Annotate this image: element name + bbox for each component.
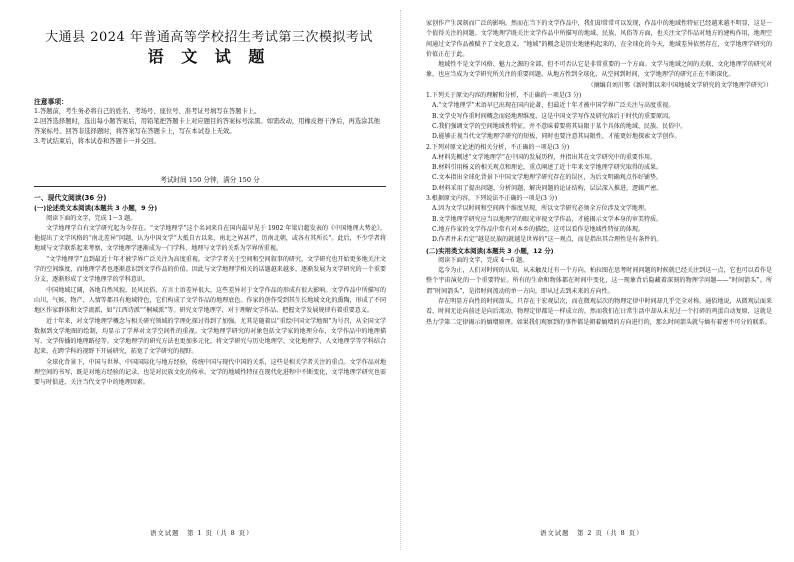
question-option: C.地方作家的文学作品中常有对本乡的描绘，这可以看作是地域性特征的体现。 [432,225,644,233]
notice-heading: 注意事项： [34,98,68,106]
passage-paragraph: 家创作产生深刻而广泛的影响。然而在当下的文学作品中，我们却常常可以发现，作品中的地域性特征已经越来越不明显，这是一个值得关注的问题。文学地理学既关注文学作品中所描写的地域、民族、风俗等方面，也关注文学作品对地方的建构作用，地理空间通过文学作品被赋予了文化意义。“地域”的概念是历史地建构起来的，在全球化的今天，地域差异依然存在，文学地理学研究的价值正在于此。 [426,20,772,58]
left-page-body [34,193,386,389]
question-option: B.文学史写作重时间概念而轻地理维度，这是中国文学写作及研究落后于时代的重要原因。 [432,112,675,120]
question-stem: 2.下列对原文论述的相关分析，不正确的一项是(3 分) [426,143,570,151]
subsection-heading: (一)论述类文本阅读(本题共 3 小题，9 分) [34,204,158,213]
reading-instruction: 阅读下面的文字，完成 4～6 题。 [438,256,529,264]
question-stem: 3.根据原文内容，下列说法不正确的一项是(3 分) [426,195,558,203]
question-option: B.文学地理学研究应当以地理学的眼光审视文学作品，才能揭示文学本身的审美特质。 [432,215,663,223]
page-gutter [400,10,401,550]
passage-paragraph: 文学地理学自有文学研究起为今存在。“文学地理学”这个名词来自在国内最早见于 1902 年梁启超发表的《中国地理大势论》，他提出了文学风格的“南北差异”问题，认为中国文学“大抵自古以来，南北之界甚严，历南北朝，或各有其所长”。此后，不少学者将地域与文学联系起来考察，文学地理学逐渐成为一门学科，地理与文学的关系为学界所重视。 [34,224,386,253]
right-page-body [426,19,772,328]
reading-instruction: 阅读下面的文字，完成 1～3 题。 [46,214,137,222]
question-option: C.我们强调文学的空间地域性特征，并不意味着要将其局限于某个具体的地域、民族、民俗中。 [432,122,687,130]
question-stem: 1.下列关于原文内容的理解和分析，不正确的一项是(3 分) [426,92,582,100]
passage-source: （摘编自刘川鄂《新时期以来中国地域文学研究的文学地理学研究》） [587,81,772,89]
passage-paragraph: “文学地理学”直到最近十年才被学界广泛关注为高度重视。文学学者关于空间和空间叙事的研究，文学研究也开始更多地关注文学的空间维度，而地理学者也逐渐意识到文学作品的价值。因此与文学地理学相关的话题越来越多，逐渐发展为文学研究的一个重要分支，逐渐形成了文学地理学的学科意识。 [34,255,386,284]
page-footer: 语文试题 第 1 页（共 8 页） [150,529,254,537]
notice-item: 1.答题前，考生务必将自己的姓名、考场号、座位号、准考证号填写在答题卡上。 [34,108,261,116]
subsection-heading: (二)实用类文本阅读(本题共 3 小题，12 分) [426,246,554,255]
notice-item: 2.回答选择题时，选出每小题答案后，用铅笔把答题卡上对应题目的答案标号涂黑。如需改动，用橡皮擦干净后，再选涂其他答案标号。回答非选择题时，将答案写在答题卡上，写在本试卷上无效。 [34,118,381,136]
question-option: B.材料引用杨义的相关观点和理论，重点阐述了近十年来文学地理学研究取得的成果。 [432,164,663,172]
question-option: D.能够正视当代文学地理学研究的短板，同时也要注意其局限性，才能更好地探索文学创作。 [432,133,681,141]
question-option: C.文本指出全球化背景下中国文学地理学研究存在的误区，为后文明确观点作好铺垫。 [432,174,663,182]
divider [34,186,386,187]
subject-title: 语 文 试 题 [147,47,271,66]
section-heading: 一、现代文阅读(36 分) [34,194,107,202]
notice-block [34,97,386,147]
question-option: D.作者并未否定“越是民族的就越是世界的”这一观点，而是指出其合理性是有条件的。 [432,236,663,244]
question-option: A.因为文学以时间和空间两个维度呈现，所以文学研究必须全方位涉及文学地理。 [432,205,650,213]
notice-item: 3.考试结束后，将本试卷和答题卡一并交回。 [34,138,160,146]
passage-paragraph: 地域性不是文学风格、魅力之源的全部，但不可否认它是非常重要的一个方面。文学与地域之间的关联，文化地理学的研究对象，也应当成为文学研究所关注的重要问题。从地方性到全球化、从空间到时间，文学地理学的研究正在不断深化。 [426,61,772,79]
question-option: A.“文学地理学”术语早已出现在国内论著，但最近十年才被中国学界广泛关注与高度重视。 [432,102,675,110]
question-option: D.材料采用了提出问题、分析问题、解决问题的论证结构，层层深入推进，逻辑严密。 [432,184,663,192]
passage-paragraph: 迄今为止，人们对时间的认知，从未触及过有一个方向。柏拉图在思考时间问题的时候就已经关注到这一点，它也可以看作是整个宇宙演化的一个重要特征。所有的生命和物体都在时间中变化，这一现象背后隐藏着深刻的物理学问题——“时间箭头”。所谓“时间箭头”，是指时间流动的单一方向，即从过去到未来的方向性。 [426,267,772,295]
question-option: A.材料先概述“文学地理学”在中国的发展历程，并指出其在文学研究中的重要作用。 [432,153,657,161]
passage-paragraph: 全球化背景下，中国与世界、中国国际化与地方经验，传统中国与现代中国的关系，这些是相关学者关注的重点。文学作品对地理空间的书写，既是对地方经验的记录，也是对民族文化的传承。文学的地域性特征在现代化进程中不断变化，文学地理学研究也需要与时俱进，关注当代文学中的地理因素。 [34,358,386,387]
passage-paragraph: 近十年来，对文学地理学概念与相关研究领域的学理化探讨得到了加强。尤其是随着以“重绘中国文学地图”为号召，从全国文学数据到文学地图的绘制，均显示了学界对文学空间性的重视。文学地理学研究的对象包括文学家的地理分布、文学作品中的地理描写、文学传播的地理路径等。文学地理学的研究方法也更加多元化，将文学研究与历史地理学、文化地理学、人文地理学等学科结合起来，在跨学科的视野下开展研究，拓宽了文学研究的视野。 [34,317,386,356]
passage-paragraph: 存在明显方向性的时间箭头，只存在于宏观层次，而在微观层次的物理定律中时间却几乎完全对称。通俗地说，从微观层面来看，时间无论向前还是向后流动，物理定律都是一样成立的。然而我们在日常生活中却从未见过一个打碎的鸡蛋自动复原，这就是热力学第二定律揭示的熵增原理。如果我们观察到的事件都是朝着熵增的方向进行的，那么时间箭头就与熵有着密不可分的联系。 [426,298,772,326]
page-footer: 语文试题 第 2 页（共 8 页） [540,529,644,537]
passage-paragraph: 中国地域辽阔，各地自然风貌、民风民俗、方言土语差异很大，这些差异对于文学作品的形成有很大影响。文学作品中所描写的山川、气候、物产、人情等都具有地域特色，它们构成了文学作品的地理底色。作家的创作受到其生长地域文化的熏陶，形成了不同地区作家群体和文学流派，如“江西诗派”“桐城派”等。研究文学地理学，对于理解文学作品、把握文学发展规律有着重要意义。 [34,286,386,315]
exam-title: 大通县 2024 年普通高等学校招生考试第三次模拟考试 [45,30,373,45]
exam-time-info: 考试时间 150 分钟，满分 150 分 [160,176,260,184]
